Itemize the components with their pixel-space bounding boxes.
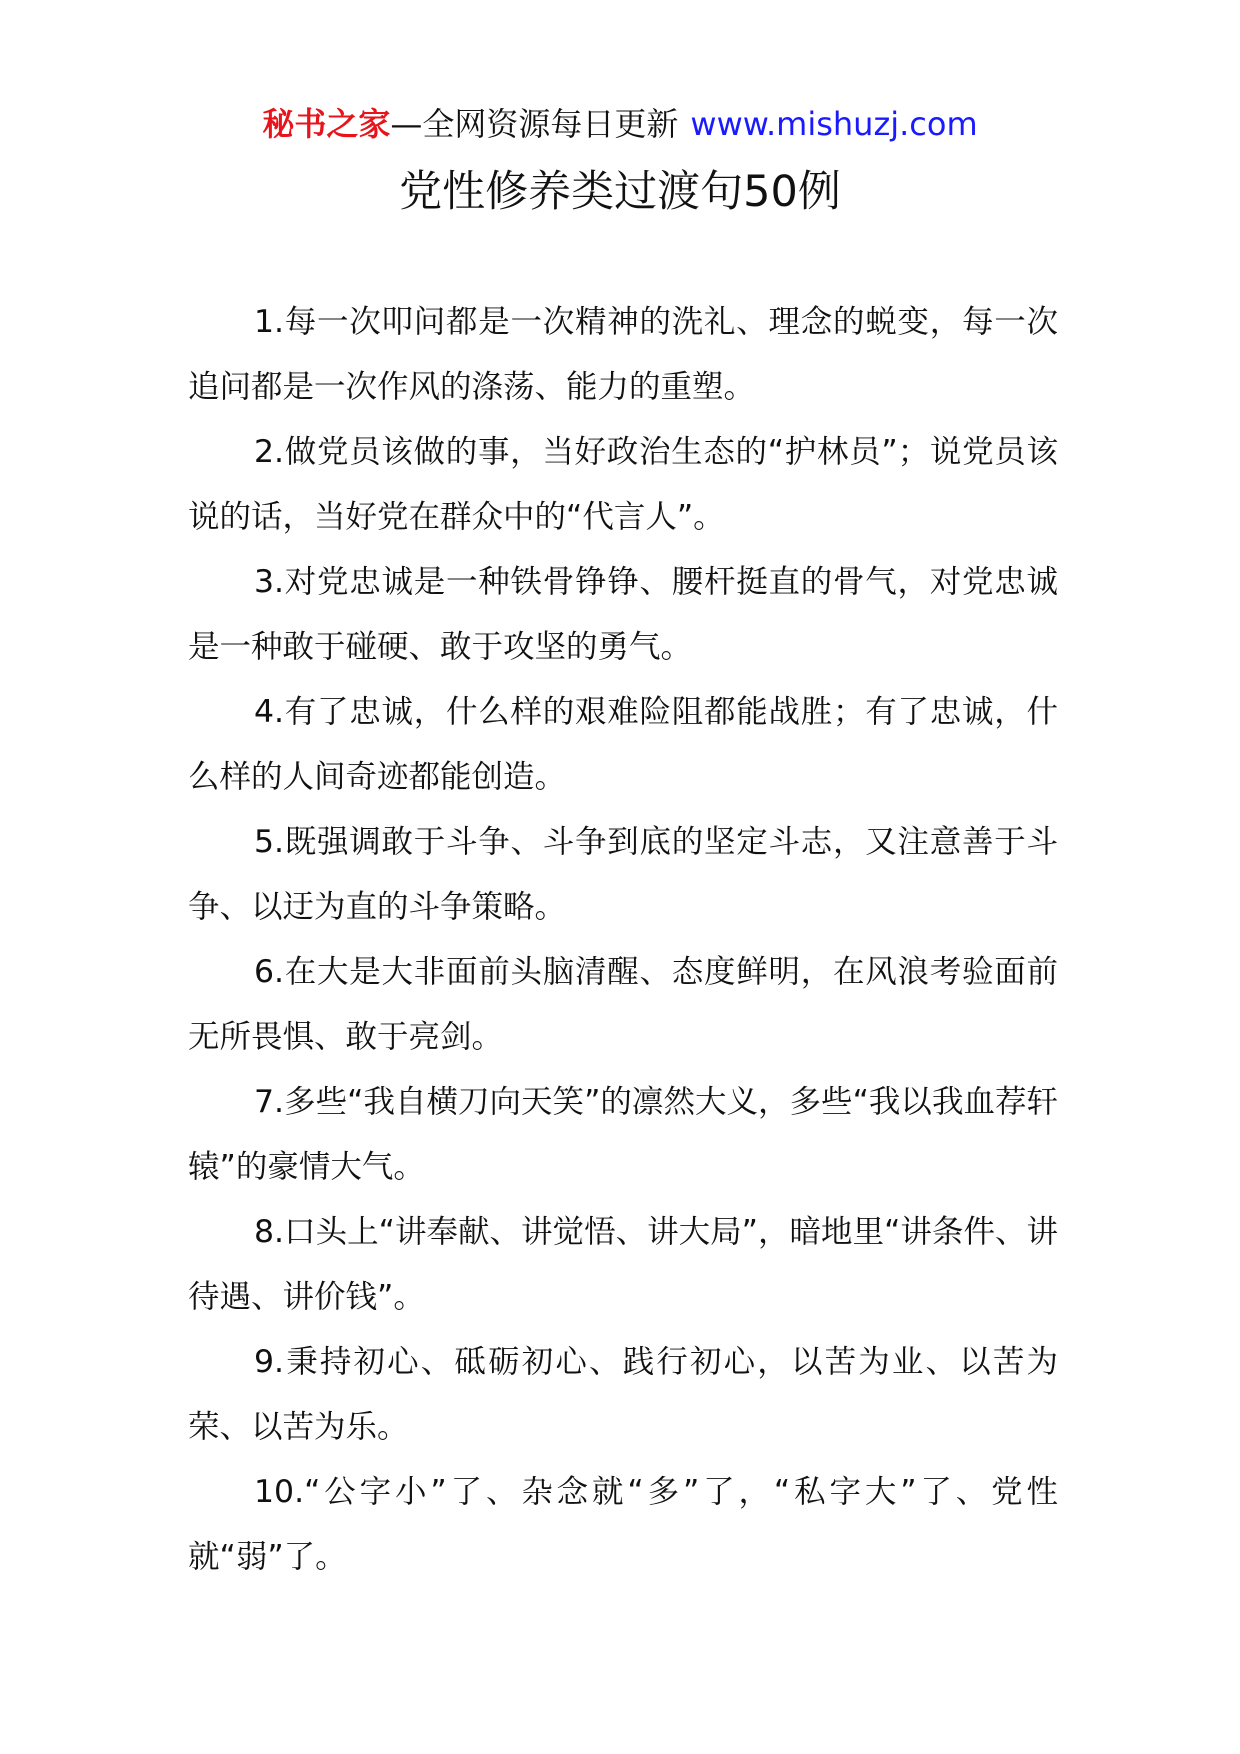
list-item: 10.“公字小”了、杂念就“多”了，“私字大”了、党性就“弱”了。: [188, 1474, 1058, 1575]
site-tagline: —全网资源每日更新: [390, 105, 679, 143]
document-body: [188, 290, 1058, 1590]
list-item: 4.有了忠诚，什么样的艰难险阻都能战胜；有了忠诚，什么样的人间奇迹都能创造。: [188, 694, 1058, 795]
document-title: 党性修养类过渡句50例: [399, 167, 841, 217]
list-item: 3.对党忠诚是一种铁骨铮铮、腰杆挺直的骨气，对党忠诚是一种敢于碰硬、敢于攻坚的勇气。: [188, 564, 1058, 665]
site-brand: 秘书之家: [262, 105, 391, 143]
list-item: 8.口头上“讲奉献、讲觉悟、讲大局”，暗地里“讲条件、讲待遇、讲价钱”。: [188, 1214, 1058, 1315]
list-item: 9.秉持初心、砥砺初心、践行初心，以苦为业、以苦为荣、以苦为乐。: [188, 1344, 1058, 1445]
list-item: 7.多些“我自横刀向天笑”的凛然大义，多些“我以我血荐轩辕”的豪情大气。: [188, 1084, 1058, 1185]
list-item: 2.做党员该做的事，当好政治生态的“护林员”；说党员该说的话，当好党在群众中的“代言人”。: [188, 434, 1058, 535]
list-item: 5.既强调敢于斗争、斗争到底的坚定斗志，又注意善于斗争、以迂为直的斗争策略。: [188, 824, 1058, 925]
site-header: [0, 100, 1240, 148]
list-item: 6.在大是大非面前头脑清醒、态度鲜明，在风浪考验面前无所畏惧、敢于亮剑。: [188, 954, 1058, 1055]
list-item: 1.每一次叩问都是一次精神的洗礼、理念的蜕变，每一次追问都是一次作风的涤荡、能力的重塑。: [188, 304, 1058, 405]
site-url-link[interactable]: www.mishuzj.com: [690, 105, 978, 143]
